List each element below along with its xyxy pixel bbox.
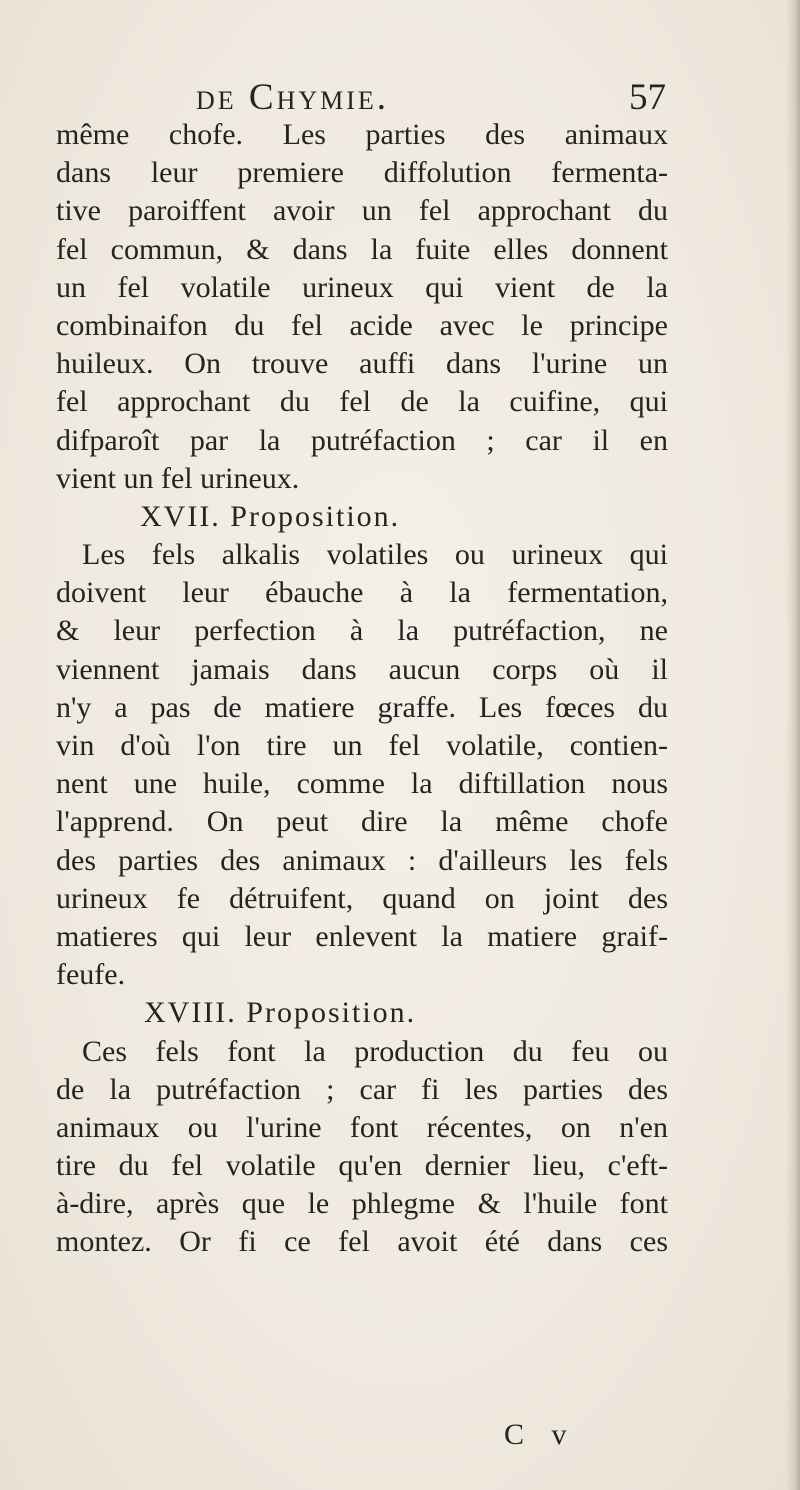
running-header [196,76,666,120]
signature-mark: C v [504,1418,577,1451]
text-line: l'apprend. On peut dire la même chofe [56,805,668,839]
text-line: tive paroiffent avoir un fel approchant du [56,194,668,228]
text-line: de la putréfaction ; car fi les parties des [56,1072,668,1106]
text-line: des parties des animaux : d'ailleurs les fels [56,843,668,877]
text-line: feufe. [56,958,126,992]
section-heading-xviii: XVIII. Proposition. [144,996,417,1030]
text-line: viennent jamais dans aucun corps où il [56,652,668,686]
text-line: matieres qui leur enlevent la matiere graif- [56,919,668,953]
text-line: difparoît par la putréfaction ; car il en [56,423,668,457]
text-line: & leur perfection à la putréfaction, ne [56,614,668,648]
text-line: Ces fels font la production du feu ou [82,1034,668,1068]
section-heading-xvii: XVII. Proposition. [140,499,401,533]
text-line: combinaifon du fel acide avec le principe [56,308,668,342]
text-line: à-dire, après que le phlegme & l'huile font [56,1187,668,1221]
body-text [56,116,668,1262]
text-line: doivent leur ébauche à la fermentation, [56,576,668,610]
text-line: urineux fe détruifent, quand on joint des [56,881,668,915]
text-line: même chofe. Les parties des animaux [56,118,668,151]
page-edge-shadow [786,0,800,1490]
page-number: 57 [629,77,666,118]
text-line: animaux ou l'urine font récentes, on n'en [56,1110,668,1144]
text-line: fel approchant du fel de la cuifine, qui [56,385,668,419]
text-line: montez. Or fi ce fel avoit été dans ces [56,1225,668,1259]
text-line: un fel volatile urineux qui vient de la [56,270,668,304]
text-line: dans leur premiere diffolution fermenta- [56,156,668,190]
text-line: nent une huile, comme la diftillation nous [56,767,668,801]
text-line: vin d'où l'on tire un fel volatile, contien- [56,729,668,762]
text-line: Les fels alkalis volatiles ou urineux qui [82,538,668,572]
text-line: huileux. On trouve auffi dans l'urine un [56,347,668,381]
text-line: n'y a pas de matiere graffe. Les fœces du [56,690,668,724]
running-title: de Chymie. [196,77,390,118]
text-line: tire du fel volatile qu'en dernier lieu, c'eft- [56,1149,668,1183]
text-line: fel commun, & dans la fuite elles donnent [56,232,668,266]
text-line: vient un fel urineux. [56,461,300,495]
